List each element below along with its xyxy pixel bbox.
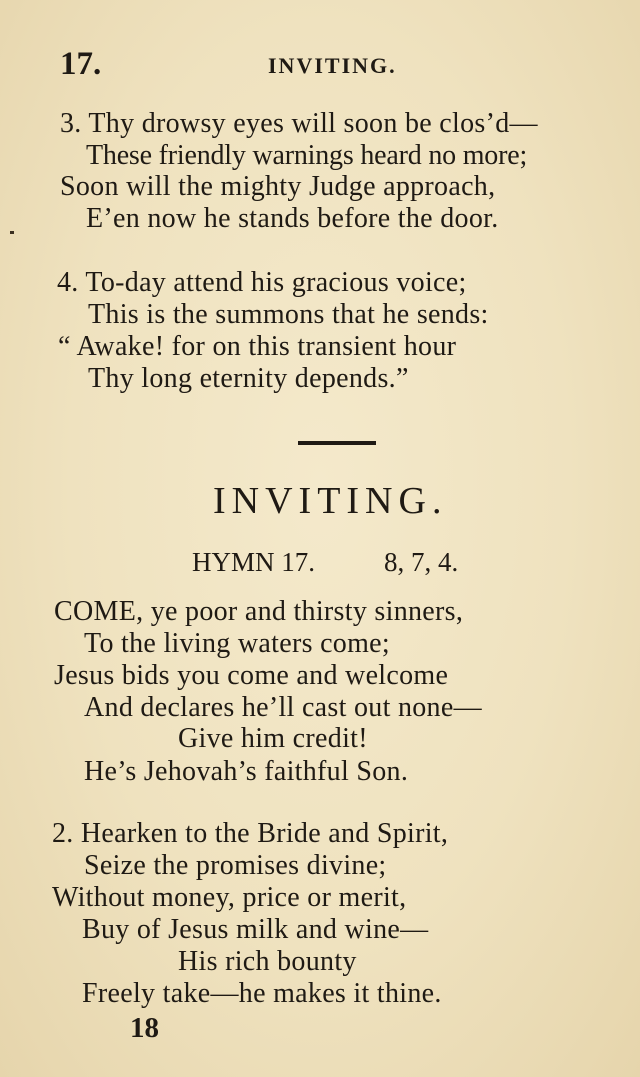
verse-line: Give him credit!	[178, 723, 368, 754]
hymn-meter: 8, 7, 4.	[384, 547, 459, 577]
signature-mark: 18	[130, 1012, 159, 1044]
verse-line: These friendly warnings heard no more;	[86, 140, 528, 171]
verse-line: To the living waters come;	[84, 628, 390, 659]
verse-line: COME, ye poor and thirsty sinners,	[54, 596, 464, 627]
verse-line: This is the summons that he sends:	[88, 299, 489, 330]
hymn-number: HYMN 17.	[192, 547, 316, 577]
verse-line: “ Awake! for on this transient hour	[58, 331, 457, 362]
page-number: 17.	[60, 46, 102, 82]
verse-line: Soon will the mighty Judge approach,	[60, 171, 496, 202]
running-title: INVITING.	[268, 53, 397, 78]
verse-line: Without money, price or merit,	[52, 882, 407, 913]
verse-line: Thy long eternity depends.”	[88, 363, 409, 394]
verse-line: His rich bounty	[178, 946, 357, 977]
section-divider-rule	[298, 441, 376, 445]
verse-line: 3. Thy drowsy eyes will soon be clos’d—	[60, 108, 538, 139]
verse-line: Buy of Jesus milk and wine—	[82, 914, 429, 945]
verse-line: And declares he’ll cast out none—	[84, 692, 482, 723]
section-title: INVITING.	[213, 480, 448, 522]
verse-line: 2. Hearken to the Bride and Spirit,	[52, 818, 449, 849]
verse-line: Jesus bids you come and welcome	[54, 660, 449, 691]
verse-line: 4. To-day attend his gracious voice;	[57, 267, 467, 298]
verse-line: Freely take—he makes it thine.	[82, 978, 442, 1009]
paper-speck	[10, 231, 14, 234]
verse-line: Seize the promises divine;	[84, 850, 387, 881]
verse-line: E’en now he stands before the door.	[86, 203, 499, 234]
verse-line: He’s Jehovah’s faithful Son.	[84, 756, 409, 787]
